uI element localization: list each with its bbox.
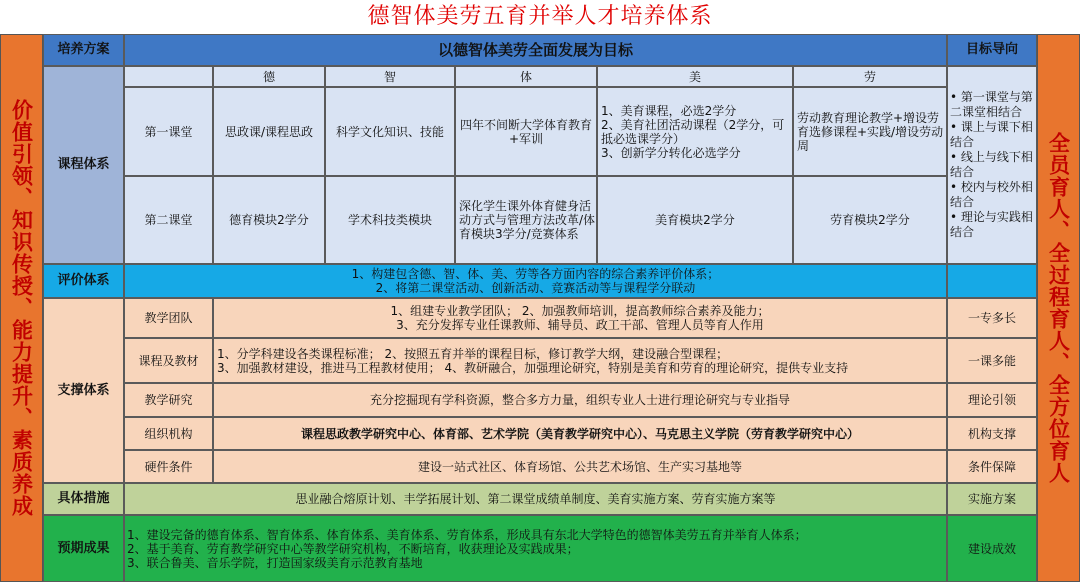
support-row-goal: 机构支撑	[947, 417, 1037, 450]
second-class-ti: 深化学生课外体育健身活动方式与管理方法改革/体育模块3学分/竞赛体系	[455, 176, 597, 264]
second-class-mei: 美育模块2学分	[597, 176, 793, 264]
support-row-name: 硬件条件	[124, 450, 213, 483]
col-header-lao: 劳	[793, 66, 947, 87]
support-row-text: 1、分学科建设各类课程标准； 2、按照五育并举的课程目标，修订教学大纲，建设融合型课程； 3、加强教材建设，推进马工程教材使用； 4、教研融合，加强理论研究，特别是美育和劳育的理论研究，提供专业支持	[213, 338, 947, 383]
col-header-blank	[124, 66, 213, 87]
header-plan: 培养方案	[43, 34, 124, 66]
goal-item: • 第一课堂与第二课堂相结合	[950, 90, 1033, 119]
first-class-zhi: 科学文化知识、技能	[325, 87, 455, 176]
support-row-name: 组织机构	[124, 417, 213, 450]
col-header-zhi: 智	[325, 66, 455, 87]
first-class-label: 第一课堂	[124, 87, 213, 176]
first-class-mei-line: 3、创新学分转化必选学分	[601, 145, 741, 160]
support-row-text: 1、组建专业教学团队； 2、加强教师培训，提高教师综合素养及能力； 3、充分发挥专业任课教师、辅导员、政工干部、管理人员等育人作用	[213, 298, 947, 338]
evaluation-text: 1、构建包含德、智、体、美、劳等各方面内容的综合素养评价体系； 2、将第二课堂活动、创新活动、竞赛活动等与课程学分联动	[124, 264, 947, 298]
second-class-lao: 劳育模块2学分	[793, 176, 947, 264]
second-class-label: 第二课堂	[124, 176, 213, 264]
support-row-text: 课程思政教学研究中心、体育部、艺术学院（美育教学研究中心）、马克思主义学院（劳育教学研究中心）	[213, 417, 947, 450]
curriculum-goals	[947, 66, 1037, 264]
diagram-title: 德智体美劳五育并举人才培养体系	[367, 4, 713, 29]
support-row-name: 教学研究	[124, 383, 213, 417]
support-row-name: 教学团队	[124, 298, 213, 338]
col-header-de: 德	[213, 66, 325, 87]
right-banner	[1037, 34, 1080, 582]
second-class-zhi: 学术科技类模块	[325, 176, 455, 264]
goal-item: • 校内与校外相结合	[950, 180, 1033, 209]
goal-item: • 课上与课下相结合	[950, 120, 1033, 149]
support-row-text: 充分挖掘现有学科资源，整合多方力量，组织专业人士进行理论研究与专业指导	[213, 383, 947, 417]
support-row-goal: 理论引领	[947, 383, 1037, 417]
evaluation-label: 评价体系	[43, 264, 124, 298]
first-class-mei-line: 2、美育社团活动课程（2学分，可抵必选课学分）	[601, 117, 785, 146]
left-banner-text: 价值引领、知识传授、能力提升、素质养成	[9, 99, 34, 517]
col-header-mei: 美	[597, 66, 793, 87]
first-class-mei	[597, 87, 793, 176]
measures-goal: 实施方案	[947, 483, 1037, 515]
first-class-lao: 劳动教育理论教学+增设劳育选修课程+实践/增设劳动周	[793, 87, 947, 176]
first-class-ti: 四年不间断大学体育教育+军训	[455, 87, 597, 176]
results-goal: 建设成效	[947, 515, 1037, 582]
right-banner-text: 全员育人、全过程育人、全方位育人	[1046, 132, 1071, 484]
header-goal: 以德智体美劳全面发展为目标	[124, 34, 947, 66]
results-text: 1、建设完备的德育体系、智育体系、体育体系、美育体系、劳育体系，形成具有东北大学特色的德智体美劳五育并举育人体系； 2、基于美育、劳育教学研究中心等教学研究机构，不断培育，收获理论及实践成果； 3、联合鲁美、音乐学院，打造国家级美育示范教育基地	[124, 515, 947, 582]
measures-text: 思业融合熔原计划、丰学拓展计划、第二课堂成绩单制度、美育实施方案、劳育实施方案等	[124, 483, 947, 515]
evaluation-goal	[947, 264, 1037, 298]
col-header-ti: 体	[455, 66, 597, 87]
second-class-de: 德育模块2学分	[213, 176, 325, 264]
support-row-goal: 一专多长	[947, 298, 1037, 338]
goal-item: • 理论与实践相结合	[950, 210, 1033, 239]
support-row-goal: 条件保障	[947, 450, 1037, 483]
support-row-goal: 一课多能	[947, 338, 1037, 383]
results-label: 预期成果	[43, 515, 124, 582]
measures-label: 具体措施	[43, 483, 124, 515]
header-target: 目标导向	[947, 34, 1037, 66]
first-class-de: 思政课/课程思政	[213, 87, 325, 176]
curriculum-label: 课程体系	[43, 66, 124, 264]
goal-item: • 线上与线下相结合	[950, 150, 1033, 179]
support-row-text: 建设一站式社区、体育场馆、公共艺术场馆、生产实习基地等	[213, 450, 947, 483]
support-row-name: 课程及教材	[124, 338, 213, 383]
left-banner	[0, 34, 43, 582]
support-label: 支撑体系	[43, 298, 124, 483]
first-class-mei-line: 1、美育课程，必选2学分	[601, 103, 737, 118]
